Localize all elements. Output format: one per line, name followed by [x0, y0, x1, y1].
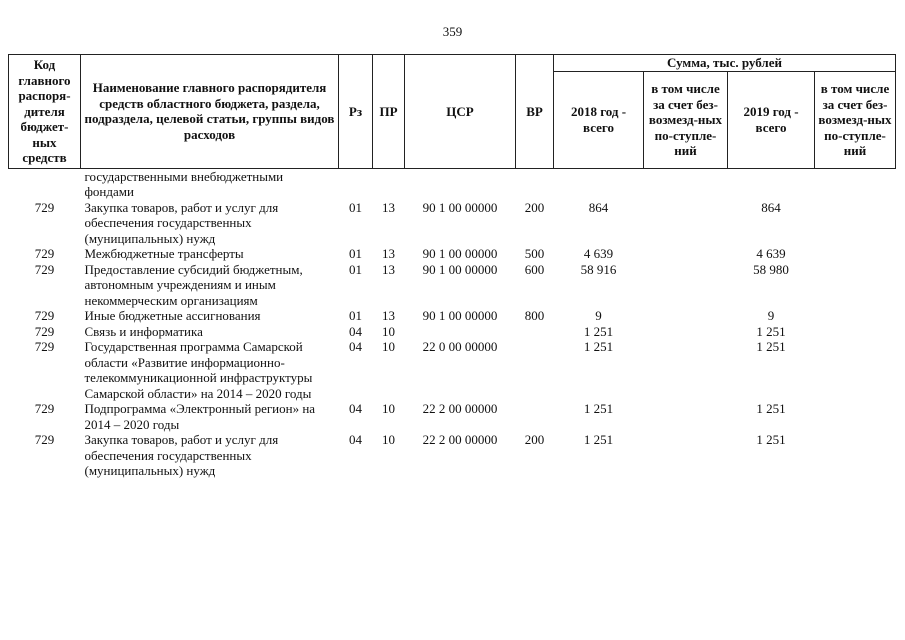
table-row	[9, 432, 896, 479]
header-code: Код главного распоря-дителя бюджет-ных средств	[9, 55, 81, 169]
cell-csr: 90 1 00 00000	[422, 308, 498, 323]
cell-vr	[516, 339, 554, 401]
cell-pr	[373, 168, 405, 200]
table-body	[9, 168, 896, 479]
cell-gratuit-2018	[644, 246, 728, 262]
table-row	[9, 308, 896, 324]
cell-sum-2019	[728, 168, 815, 200]
cell-pr: 13	[382, 246, 395, 261]
cell-rz: 01	[349, 199, 362, 215]
cell-rz: 04	[349, 432, 362, 447]
table-header	[9, 55, 896, 169]
cell-name: Связь и информатика	[84, 323, 203, 339]
header-gratuit-2019: в том числе за счет без-возмезд-ных по-ступле-ний	[815, 72, 896, 169]
cell-sum-2018	[554, 168, 644, 200]
cell-pr: 10	[382, 323, 395, 339]
cell-gratuit-2018	[644, 168, 728, 200]
cell-gratuit-2019	[815, 324, 896, 340]
header-gratuit-2018: в том числе за счет без-возмезд-ных по-ступле-ний	[644, 72, 728, 169]
page-number: 359	[442, 24, 463, 39]
cell-name: Межбюджетные трансферты	[84, 246, 244, 261]
cell-sum-2019: 4 639	[756, 246, 786, 261]
table-row	[9, 324, 896, 340]
cell-gratuit-2018	[644, 432, 728, 479]
cell-code	[9, 168, 81, 200]
cell-gratuit-2018	[644, 324, 728, 340]
cell-code: 729	[34, 339, 55, 354]
cell-vr: 600	[524, 261, 545, 277]
cell-name: Закупка товаров, работ и услуг для обеспечения государственных (муниципальных) нужд	[84, 199, 279, 246]
cell-name: Государственная программа Самарской области «Развитие информационно-телекоммуникационной инфраструктуры Самарской области» на 2014 – 2020 годы	[84, 339, 313, 401]
header-rz: Рз	[339, 55, 373, 169]
cell-gratuit-2019	[815, 200, 896, 247]
cell-code: 729	[34, 432, 55, 447]
header-sum-2019: 2019 год - всего	[728, 72, 815, 169]
cell-sum-2018: 864	[588, 199, 609, 215]
cell-sum-2018: 9	[595, 308, 602, 323]
cell-code: 729	[34, 199, 55, 215]
cell-csr: 90 1 00 00000	[422, 246, 498, 261]
cell-sum-2018: 1 251	[583, 401, 614, 416]
cell-sum-2019: 1 251	[756, 432, 786, 447]
cell-pr: 10	[382, 432, 395, 447]
table-row	[9, 246, 896, 262]
cell-name: государственными внебюджетными фондами	[84, 168, 284, 199]
cell-code: 729	[34, 308, 55, 323]
cell-sum-2018: 1 251	[583, 339, 614, 354]
cell-vr: 200	[524, 199, 545, 215]
cell-gratuit-2018	[644, 200, 728, 247]
cell-sum-2019: 1 251	[756, 323, 786, 339]
cell-rz: 01	[349, 308, 362, 323]
cell-sum-2019: 9	[767, 308, 775, 323]
header-vr: ВР	[516, 55, 554, 169]
cell-gratuit-2019	[815, 401, 896, 432]
cell-pr: 10	[382, 401, 395, 416]
cell-rz: 04	[349, 339, 362, 354]
cell-vr: 500	[524, 246, 545, 261]
header-csr: ЦСР	[405, 55, 516, 169]
cell-vr: 200	[524, 432, 545, 447]
cell-vr	[516, 324, 554, 340]
cell-gratuit-2019	[815, 308, 896, 324]
cell-csr	[405, 324, 516, 340]
cell-rz: 04	[349, 401, 362, 416]
cell-sum-2019: 1 251	[756, 401, 786, 416]
table-row	[9, 262, 896, 309]
cell-name: Подпрограмма «Электронный регион» на 2014 – 2020 годы	[84, 401, 316, 432]
cell-gratuit-2018	[644, 262, 728, 309]
cell-sum-2018: 4 639	[583, 246, 614, 261]
cell-sum-2018: 1 251	[583, 323, 614, 339]
budget-table	[8, 54, 896, 479]
cell-gratuit-2019	[815, 262, 896, 309]
cell-sum-2018: 1 251	[583, 432, 614, 447]
cell-gratuit-2018	[644, 401, 728, 432]
cell-vr: 800	[524, 308, 545, 323]
cell-sum-2019: 1 251	[756, 339, 786, 354]
header-pr: ПР	[373, 55, 405, 169]
cell-code: 729	[34, 323, 55, 339]
cell-pr: 13	[382, 199, 395, 215]
cell-code: 729	[34, 246, 55, 261]
cell-pr: 13	[382, 308, 395, 323]
cell-gratuit-2019	[815, 246, 896, 262]
table-row	[9, 200, 896, 247]
cell-vr	[516, 401, 554, 432]
cell-rz	[339, 168, 373, 200]
cell-code: 729	[34, 401, 55, 416]
cell-rz: 01	[349, 246, 362, 261]
cell-pr: 13	[382, 261, 395, 277]
cell-csr: 22 2 00 00000	[422, 401, 498, 416]
cell-csr	[405, 168, 516, 200]
cell-gratuit-2018	[644, 339, 728, 401]
cell-name: Закупка товаров, работ и услуг для обеспечения государственных (муниципальных) нужд	[84, 432, 279, 478]
cell-gratuit-2019	[815, 432, 896, 479]
cell-csr: 22 0 00 00000	[422, 339, 498, 354]
cell-gratuit-2019	[815, 168, 896, 200]
cell-rz: 04	[349, 323, 362, 339]
cell-sum-2019: 58 980	[753, 261, 789, 277]
cell-sum-2018: 58 916	[580, 261, 617, 277]
cell-pr: 10	[382, 339, 395, 354]
table-row	[9, 401, 896, 432]
cell-sum-2019: 864	[761, 199, 781, 215]
cell-csr: 22 2 00 00000	[422, 432, 498, 447]
header-sum-2018: 2018 год - всего	[554, 72, 644, 169]
cell-name: Предоставление субсидий бюджетным, автономным учреждениям и иным некоммерческим организациям	[84, 261, 303, 308]
cell-code: 729	[34, 261, 55, 277]
header-sum-title: Сумма, тыс. рублей	[554, 55, 896, 72]
cell-gratuit-2018	[644, 308, 728, 324]
cell-gratuit-2019	[815, 339, 896, 401]
cell-vr	[516, 168, 554, 200]
cell-rz: 01	[349, 261, 362, 277]
cell-csr: 90 1 00 00000	[422, 199, 498, 215]
table-row	[9, 339, 896, 401]
table-row	[9, 168, 896, 200]
cell-name: Иные бюджетные ассигнования	[84, 308, 261, 323]
cell-csr: 90 1 00 00000	[422, 261, 498, 277]
header-name: Наименование главного распорядителя средств областного бюджета, раздела, подраздела, целевой статьи, группы видов расходов	[81, 55, 339, 169]
